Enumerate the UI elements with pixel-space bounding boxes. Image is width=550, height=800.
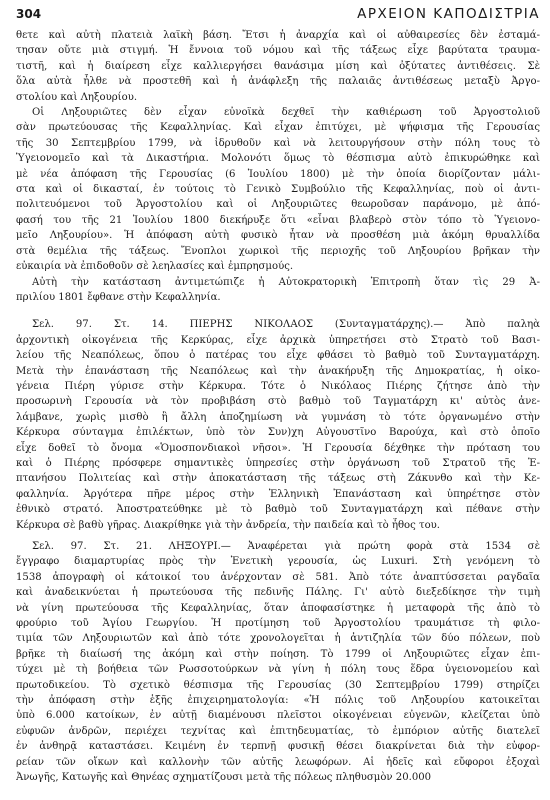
text-line: θετε καὶ αὐτὴ πλατειὰ λαϊκὴ βάση. Ἔτσι ἡ ἀναρχία καὶ οἱ αὐθαιρεσίες δὲν ἐσταμά-	[16, 30, 540, 41]
text-line: Μετὰ τὴν ἐπανάσταση τῆς Νεαπόλεως καὶ τὴν ἀνακήρυξη τῆς Δημοκρατίας, ἡ οἰκο-	[16, 365, 540, 377]
text-line: φαλληνία. Ἀργότερα πῆρε μέρος στὴν Ἑλληνικὴ Ἐπανάσταση καὶ ὑπηρέτησε στὸν	[16, 488, 540, 500]
note-lixouri	[16, 539, 540, 786]
text-line: φρούριο τοῦ Ἁγίου Γεωργίου. Ἡ προτίμηση τοῦ Ἀργοστολίου τραυμάτισε τὴ φιλο-	[16, 618, 540, 630]
text-line: λάμβανε, χωρὶς μισθὸ ἢ ἄλλη ἀποζημίωση νὰ γυμνάση τὸ τότε ὀργανωμένο στὴν	[16, 411, 540, 423]
text-line: εὐφυῶν ἀνδρῶν, περιέχει τεχνίτας καὶ ἐπιτηδευματίας, τὸ ἐμπόριον αὐτῆς διατελεῖ	[16, 725, 540, 737]
text-line: ἐν ἀνθηρᾷ καταστάσει. Κειμένη ἐν τερπνῇ φυσικῇ θέσει διακρίνεται διὰ τὴν εὐφορ-	[16, 741, 540, 753]
text-line: εἶχε δοθεῖ τὸ ὄνομα «Ὁμοσπονδιακοὶ νῆσοι». Ἡ Γερουσία δέχθηκε τὴν πρόταση του	[16, 442, 540, 454]
text-line: στα καὶ οἱ δικασταί, ἐν τούτοις τὸ Γενικὸ Συμβούλιο τῆς Κεφαλληνίας, ποὺ οἱ ἀντι-	[16, 184, 540, 196]
text-line: τὴν ἀπόφαση στὴν ἑξῆς ἐπιχειρηματολογία: «Ἡ πόλις τοῦ Ληξουρίου κατοικεῖται	[16, 695, 540, 707]
text-line: τιστῆ, καὶ ἡ διαίρεση εἶχε καλλιεργήσει θανάσιμα μίση καὶ ὀξύτατες ἀντιθέσεις. Σὲ	[16, 60, 540, 72]
text-line: Ὑγειονομεῖο καὶ τὰ Δικαστήρια. Μολονότι ὅμως τὸ θέσπισμα αὐτὸ ἐπικυρώθηκε καὶ	[16, 153, 540, 165]
text-line: στὰ θεμέλια τῆς τάξεως. Ἔνοπλοι χωρικοὶ τῆς περιοχῆς τοῦ Ληξουρίου βρῆκαν τὴν	[16, 245, 540, 257]
text-line: Σελ. 97. Στ. 14. ΠΙΕΡΗΣ ΝΙΚΟΛΑΟΣ (Συνταγματάρχης).— Ἀπὸ παληὰ	[32, 319, 540, 331]
paragraph-imperial-commission	[16, 275, 540, 306]
text-line: σὰν πρωτεύουσας τῆς Κεφαλληνίας. Καὶ εἶχαν ἐπιτύχει, μὲ ψήφισμα τῆς Γερουσίας	[16, 122, 540, 134]
text-line: τύχει μὲ τὴ βοήθεια τῶν Ρωσσοτούρκων νὰ γίνη ἡ πόλη τους ἕδρα ὑγειονομείου καὶ	[16, 664, 540, 676]
text-line: ἐθνικὸ στρατό. Ἀποστρατεύθηκε μὲ τὸ βαθμὸ τοῦ Συνταγματάρχη καὶ πέθανε στὴν	[16, 504, 540, 516]
running-title: ΑΡΧΕΙΟΝ ΚΑΠΟΔΙΣΤΡΙΑ	[357, 6, 540, 22]
text-line: καὶ ὁ Πιέρης πρόσφερε σημαντικὲς ὑπηρεσίες στὴν ὀργάνωση τοῦ Στρατοῦ τῆς Ἑ-	[16, 457, 540, 469]
text-line: ἔγγραφο διαμαρτυρίας πρὸς τὴν Ἐνετικὴ γερουσία, ὡς Luxuri. Στὴ γενόμενη τὸ	[16, 556, 540, 568]
text-line: 1538 ἀπογραφὴ οἱ κάτοικοί του ἀνέρχονταν σὲ 581. Ἀπὸ τότε ἀναπτύσσεται ραγδαῖα	[16, 571, 540, 583]
text-line: πριλίου 1801 ἔφθανε στὴν Κεφαλληνία.	[16, 291, 221, 303]
text-line: τιμία τῶν Ληξουριωτῶν καὶ ἀπὸ τότε χρονολογεῖται ἡ ἀντιζηλία τῶν δύο πόλεων, ποὺ	[16, 633, 540, 645]
text-line: πολιτευόμενοι τοῦ Ἀργοστολίου καὶ οἱ Ληξουριῶτες θεωροῦσαν παράνομο, μὲ ἀπό-	[16, 199, 540, 211]
paragraph-lixouri-grievance	[16, 105, 540, 274]
text-line: μὲ νέα ἀπόφαση τῆς Γερουσίας (6 Ἰουλίου 1800) μὲ τὴν ὁποία διορίζονταν μάλι-	[16, 168, 540, 180]
text-line: Οἱ Ληξουριῶτες δὲν εἶχαν εὐνοϊκὰ δεχθεῖ τὴν καθιέρωση τοῦ Ἀργοστολιοῦ	[32, 107, 540, 119]
text-line: πτανήσου Πολιτείας καὶ στὴν ἀποκατάσταση τῆς τάξεως στὴ Ζάκυνθο καὶ τὴν Κε-	[16, 473, 540, 485]
text-line: φασή του τῆς 21 Ἰουλίου 1800 διεκήρυξε ὅτι «εἶναι βλαβερὸ στὸν τόπο τὸ Ὑγειονο-	[16, 214, 540, 226]
text-line: στολίου καὶ Ληξουρίου.	[16, 91, 138, 103]
page-header	[16, 6, 540, 22]
text-line: τησαν οὔτε μιὰ στιγμή. Ἡ ἔννοια τοῦ νόμου καὶ τῆς τάξεως εἶχε βαρύτατα τραυμα-	[16, 45, 540, 57]
text-line: καὶ ἀναδεικνύεται ἡ πρωτεύουσα τῆς πεδινῆς Πάλης. Γι' αὐτὸ διεξεδίκησε τὴν τιμὴ	[16, 587, 540, 599]
text-line: ρείαν τῶν οἴκων καὶ καλλονὴν τῶν αὐτῆς λεωφόρων. Αἱ ἡδεῖς καὶ εὔφοροι ἐξοχαὶ	[16, 756, 540, 768]
text-line: γένεια Πιέρη γύρισε στὴν Κέρκυρα. Τότε ὁ Νικόλαος Πιέρης ζήτησε ἀπὸ τὴν	[16, 380, 540, 392]
text-line: ὅλα αὐτὰ ἦλθε νὰ προστεθῆ καὶ ἡ ἀνάφλεξη τῆς παλαιᾶς ἀντιθέσεως μεταξὺ Ἀργο-	[16, 76, 540, 88]
note-pieris-nikolaos	[16, 317, 540, 533]
text-line: βρῆκε τὴ διαίωσή της ἀκόμη καὶ στὴν ποίηση. Τὸ 1799 οἱ Ληξουριῶτες εἶχαν ἐπι-	[16, 648, 540, 660]
text-line: τῆς 30 Σεπτεμβρίου 1799, νὰ ἱδρυθοῦν καὶ νὰ λειτουργήσουν στὴν πόλη τους τὸ	[16, 137, 540, 149]
text-line: εὐκαιρία νὰ ἐπιδοθοῦν σὲ λεηλασίες καὶ ἐμπρησμούς.	[16, 261, 294, 273]
text-line: Κέρκυρα σύνταγμα ἐπιλέκτων, ὑπὸ τὸν Συν)χη Αὐγουστῖνο Βαρούχα, καὶ στὸ ὁποῖο	[16, 427, 540, 439]
page-number: 304	[16, 7, 42, 21]
text-line: Αὐτὴ τὴν κατάσταση ἀντιμετώπιζε ἡ Αὐτοκρατορικὴ Ἐπιτροπὴ ὅταν τὶς 29 Ἀ-	[32, 276, 540, 288]
text-line: νὰ γίνη πρωτεύουσα τῆς Κεφαλληνίας, ὅταν ἀποφασίστηκε ἡ μεταφορὰ τῆς ἀπὸ τὸ	[16, 602, 540, 614]
text-line: Κέρκυρα σὲ βαθὺ γῆρας. Διακρίθηκε γιὰ τὴν ἀνδρεία, τὴν παιδεία καὶ τὸ ἦθος του.	[16, 519, 441, 531]
paragraph-anarchy	[16, 28, 540, 105]
text-line: πρωτοδικείου. Τὸ σχετικὸ θέσπισμα τῆς Γερουσίας (30 Σεπτεμβρίου 1799) στηρίζει	[16, 679, 540, 691]
text-line: ἀρχοντικὴ οἰκογένεια τῆς Κερκύρας, εἶχε ἀρχικὰ ὑπηρετήσει στὸ Στρατὸ τοῦ Βασι-	[16, 334, 540, 346]
text-line: προσωρινὴ Γερουσία νὰ τὸν προβιβάση στὸ βαθμὸ τοῦ Ταγματάρχη κι' αὐτὸς ἀνε-	[16, 396, 540, 408]
text-line: Σελ. 97. Στ. 21. ΛΗΞΟΥΡΙ.— Ἀναφέρεται γιὰ πρώτη φορὰ στὰ 1534 σὲ	[32, 541, 540, 552]
text-line: Ἀνωγῆς, Κατωγῆς καὶ Θηνέας σχηματίζουσι μετὰ τῆς πόλεως πληθυσμὸν 20.000	[16, 772, 432, 784]
text-line: μεῖο Ληξουρίου». Ἡ ἀπόφαση αὐτὴ φυσικὸ ἦταν νὰ προσθέση μιὰ ἀκόμη θρυαλλίδα	[16, 230, 540, 242]
text-line: λείου τῆς Νεαπόλεως, ὅπου ὁ πατέρας του εἶχε φθάσει τὸ βαθμὸ τοῦ Συνταγματάρχη.	[16, 350, 540, 362]
text-line: ὑπὸ 6.000 κατοίκων, ἐν αὐτῇ διαμένουσι πλεῖστοι οἰκογένειαι εὐγενῶν, κλείζεται ὑπὸ	[16, 710, 540, 722]
